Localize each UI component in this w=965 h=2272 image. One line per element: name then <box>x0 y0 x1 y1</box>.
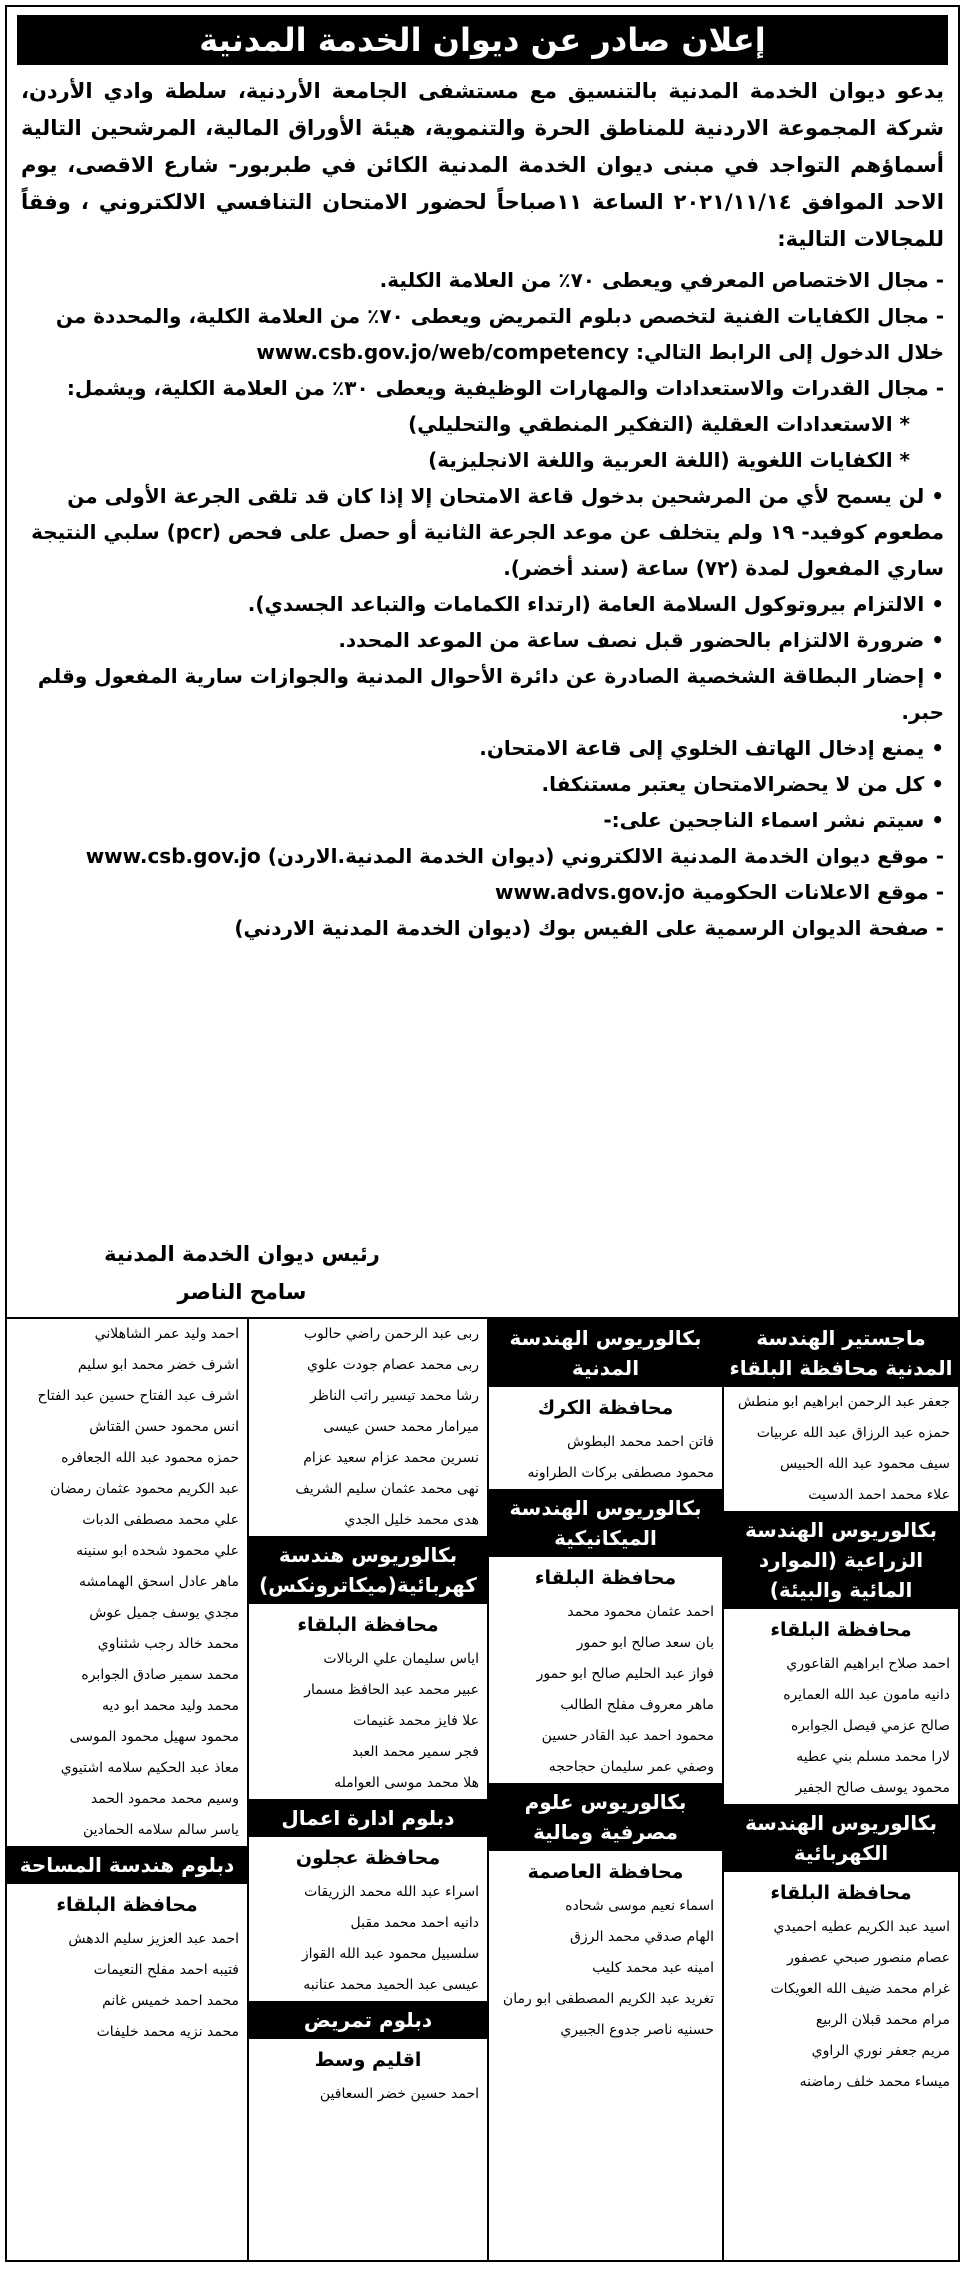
candidate-name: لارا محمد مسلم بني عطيه <box>796 1749 950 1765</box>
candidate-name: احمد وليد عمر الشاهلاني <box>94 1326 239 1342</box>
field-2 <box>21 298 944 370</box>
candidate-name: علي محمود شحده ابو سنينه <box>76 1543 239 1559</box>
section-header: بكالوريوس الهندسة الزراعية (الموارد المائية والبيئة) <box>724 1511 958 1609</box>
publish-3: - صفحة الديوان الرسمية على الفيس بوك (ديوان الخدمة المدنية الاردني) <box>234 916 944 940</box>
candidate-name: هدى محمد خليل الجدي <box>344 1512 479 1528</box>
section-header: بكالوريوس الهندسة المدنية <box>489 1319 722 1387</box>
candidate-name: فواز عبد الحليم صالح ابو حمور <box>536 1666 714 1682</box>
candidate-name: انس محمود حسن القتاش <box>89 1419 239 1435</box>
candidate-name: محمد نزيه محمد خليفات <box>96 2024 239 2040</box>
candidate-name: بان سعد صالح ابو حمور <box>576 1635 714 1651</box>
section-header: بكالوريوس علوم مصرفية ومالية <box>489 1783 722 1851</box>
section-header: ماجستير الهندسة المدنية محافظة البلقاء <box>724 1319 958 1387</box>
section-region: محافظة البلقاء <box>56 1894 198 1916</box>
column-3 <box>487 1319 722 2260</box>
candidate-name: مرام محمد قبلان الربيع <box>815 2012 950 2028</box>
candidate-name: اسماء نعيم موسى شحاده <box>565 1898 714 1914</box>
candidate-section <box>249 1319 487 1536</box>
candidate-name: عيسى عبد الحميد محمد عنانبه <box>303 1977 479 1993</box>
candidate-section <box>249 1799 487 2001</box>
section-header: دبلوم هندسة المساحة <box>7 1846 247 1884</box>
publish-2-text: - موقع الاعلانات الحكومية <box>691 880 944 904</box>
candidate-section <box>724 1319 958 1511</box>
section-region: محافظة البلقاء <box>297 1614 439 1636</box>
column-1 <box>7 1319 247 2260</box>
field-3-b: * الكفايات اللغوية (اللغة العربية واللغة الانجليزية) <box>428 448 910 472</box>
candidate-name: عصام منصور صبحي عصفور <box>786 1950 950 1966</box>
publish-2 <box>21 874 944 910</box>
candidate-name: جعفر عبد الرحمن ابراهيم ابو منطش <box>737 1394 950 1410</box>
publish-1 <box>21 838 944 874</box>
candidate-name: محمود احمد عبد القادر حسين <box>541 1728 714 1744</box>
candidate-name: معاذ عبد الحكيم سلامه اشتيوي <box>60 1760 239 1776</box>
candidate-section <box>7 1846 247 2048</box>
candidate-name: حمزه عبد الرزاق عبد الله عربيات <box>756 1425 950 1441</box>
candidate-name: اشرف عبد الفتاح حسين عبد الفتاح <box>37 1388 239 1404</box>
section-region: محافظة العاصمة <box>527 1861 684 1883</box>
rule-6: • كل من لا يحضرالامتحان يعتبر مستنكفا. <box>541 772 944 796</box>
candidate-name: محمد احمد خميس غانم <box>102 1993 239 2009</box>
candidate-name: عبير محمد عبد الحافظ مسمار <box>304 1682 479 1698</box>
candidate-name: وصفي عمر سليمان حجاحجه <box>548 1759 714 1775</box>
candidate-name: الهام صدقي محمد الرزق <box>570 1929 714 1945</box>
rule-2: • الالتزام بيروتوكول السلامة العامة (ارتداء الكمامات والتباعد الجسدي). <box>247 592 944 616</box>
announcement-body <box>7 65 958 946</box>
column-2 <box>247 1319 487 2260</box>
candidates-grid <box>7 1317 958 2260</box>
candidate-name: هلا محمد موسى العوامله <box>334 1775 479 1791</box>
candidate-name: عبد الكريم محمود عثمان رمضان <box>50 1481 239 1497</box>
candidate-name: علا فايز محمد غنيمات <box>353 1713 479 1729</box>
competency-link[interactable]: www.csb.gov.jo/web/competency <box>256 340 630 364</box>
candidate-name: وسيم محمد محمود الحمد <box>90 1791 239 1807</box>
candidate-name: ربى عبد الرحمن راضي حالوب <box>303 1326 479 1342</box>
csb-link[interactable]: www.csb.gov.jo <box>85 844 261 868</box>
candidate-section <box>489 1489 722 1783</box>
candidate-name: احمد حسين خضر السعافين <box>319 2086 479 2102</box>
rule-3: • ضرورة الالتزام بالحضور قبل نصف ساعة من الموعد المحدد. <box>338 628 944 652</box>
field-3-a: * الاستعدادات العقلية (التفكير المنطقي والتحليلي) <box>408 412 910 436</box>
candidate-name: ميساء محمد خلف رماضنه <box>799 2074 950 2090</box>
section-header: بكالوريوس الهندسة الميكانيكية <box>489 1489 722 1557</box>
candidate-name: نسرين محمد عزام سعيد عزام <box>303 1450 479 1466</box>
candidate-name: محمد خالد رجب شثناوي <box>97 1636 239 1652</box>
section-region: محافظة البلقاء <box>534 1567 677 1589</box>
candidate-section <box>249 2001 487 2110</box>
signature-title: رئيس ديوان الخدمة المدنية <box>104 1242 380 1266</box>
candidate-name: محمود مصطفى بركات الطراونه <box>527 1465 714 1481</box>
candidate-name: رشا محمد تيسير راتب الناظر <box>310 1388 479 1404</box>
announcement-title: إعلان صادر عن ديوان الخدمة المدنية <box>17 15 948 65</box>
candidate-name: دانيه احمد محمد مقبل <box>350 1915 479 1931</box>
candidate-name: احمد عبد العزيز سليم الدهش <box>68 1931 239 1947</box>
candidate-name: فتيبه احمد مفلح النعيمات <box>93 1962 239 1978</box>
column-4 <box>722 1319 958 2260</box>
candidate-name: علي محمد مصطفى الدبات <box>82 1512 239 1528</box>
candidate-section <box>724 1511 958 1804</box>
rule-4: • إحضار البطاقة الشخصية الصادرة عن دائرة الأحوال المدنية والجوازات سارية المفعول وقلم حبر. <box>37 664 944 724</box>
candidate-name: محمد وليد محمد ابو ديه <box>101 1698 239 1714</box>
section-header: بكالوريوس الهندسة الكهربائية <box>724 1804 958 1872</box>
section-region: اقليم وسط <box>314 2049 422 2071</box>
candidate-name: محمد سمير صادق الجوابره <box>81 1667 239 1683</box>
candidate-name: ماهر معروف مفلح الطالب <box>560 1697 714 1713</box>
announcement-page <box>5 5 960 2262</box>
field-3: - مجال القدرات والاستعدادات والمهارات الوظيفية ويعطى ٣٠٪ من العلامة الكلية، ويشمل: <box>66 376 944 400</box>
candidate-name: اسراء عبد الله محمد الزريقات <box>304 1884 479 1900</box>
section-region: محافظة الكرك <box>537 1397 674 1419</box>
signature-block <box>77 1235 407 1311</box>
section-region: محافظة البلقاء <box>770 1619 912 1641</box>
field-2-text: - مجال الكفايات الفنية لتخصص دبلوم التمريض ويعطى ٧٠٪ من العلامة الكلية، والمحددة من خلال الدخول إلى الرابط التالي: <box>55 304 944 364</box>
candidate-name: حمزه محمود عبد الله الجعافره <box>61 1450 239 1466</box>
candidate-name: محمود سهيل محمود الموسى <box>69 1729 239 1745</box>
candidate-name: غرام محمد ضيف الله العويكات <box>770 1981 950 1997</box>
candidate-name: ربى محمد عصام جودت علوي <box>306 1357 479 1373</box>
field-1: - مجال الاختصاص المعرفي ويعطى ٧٠٪ من العلامة الكلية. <box>379 268 944 292</box>
candidate-name: دانيه مامون عبد الله العمايره <box>783 1687 950 1703</box>
candidate-name: ميرامار محمد حسن عيسى <box>323 1419 479 1435</box>
candidate-name: صالح عزمي فيصل الجوابره <box>791 1718 950 1734</box>
publish-1-text: - موقع ديوان الخدمة المدنية الالكتروني (ديوان الخدمة المدنية.الاردن) <box>267 844 944 868</box>
candidate-name: فجر سمير محمد العبد <box>351 1744 479 1760</box>
candidate-name: محمود يوسف صالح الجفير <box>795 1780 950 1796</box>
section-header: دبلوم ادارة اعمال <box>249 1799 487 1837</box>
candidate-name: اسيد عبد الكريم عطيه احميدي <box>773 1919 950 1935</box>
candidate-name: احمد صلاح ابراهيم القاعوري <box>786 1656 950 1672</box>
candidate-section <box>7 1319 247 1846</box>
section-region: محافظة عجلون <box>295 1847 441 1869</box>
candidate-name: اياس سليمان علي الربالات <box>323 1651 479 1667</box>
rule-1: • لن يسمح لأي من المرشحين بدخول قاعة الامتحان إلا إذا كان قد تلقى الجرعة الأولى من مطعوم كوفيد- ١٩ ولم يتخلف عن موعد الجرعة الثانية أو حصل على فحص (pcr) سلبي النتيجة ساري المفعول لمدة (٧٢) ساعة (سند أخضر). <box>31 484 944 580</box>
candidate-section <box>489 1319 722 1489</box>
candidate-section <box>724 1804 958 2098</box>
section-header: دبلوم تمريض <box>249 2001 487 2039</box>
candidate-name: تغريد عبد الكريم المصطفى ابو رمان <box>502 1991 714 2007</box>
candidate-name: اشرف خضر محمد ابو سليم <box>77 1357 239 1373</box>
publish-title: • سيتم نشر اسماء الناجحين على:- <box>603 808 944 832</box>
candidate-name: ماهر عادل اسحق الهمامشه <box>78 1574 239 1590</box>
candidate-name: سلسبيل محمود عبد الله القواز <box>301 1946 479 1962</box>
candidate-name: امينه عبد محمد كليب <box>592 1960 714 1976</box>
rule-5: • يمنع إدخال الهاتف الخلوي إلى قاعة الامتحان. <box>479 736 944 760</box>
candidate-name: نهى محمد عثمان سليم الشريف <box>295 1481 479 1497</box>
advs-link[interactable]: www.advs.gov.jo <box>495 880 685 904</box>
section-header: بكالوريوس هندسة كهربائية(ميكاترونكس) <box>249 1536 487 1604</box>
candidate-name: ياسر سالم سلامه الحمادين <box>83 1822 239 1838</box>
intro-paragraph: يدعو ديوان الخدمة المدنية بالتنسيق مع مستشفى الجامعة الأردنية، سلطة وادي الأردن، شركة المجموعة الاردنية للمناطق الحرة والتنموية، هيئة الأوراق المالية، المرشحين التالية أسماؤهم التواجد في مبنى ديوان الخدمة المدنية الكائن في طبربور- شارع الاقصى، يوم الاحد الموافق ٢٠٢١/١١/١٤ الساعة ١١صباحاً لحضور الامتحان التنافسي الالكتروني ، وفقاً للمجالات التالية: <box>21 79 944 251</box>
candidate-section <box>249 1536 487 1799</box>
candidate-name: مجدي يوسف جميل عوش <box>89 1605 239 1621</box>
candidate-name: حسنيه ناصر جدوع الجبيري <box>560 2022 714 2038</box>
signature-name: سامح الناصر <box>177 1280 307 1304</box>
candidate-name: فاتن احمد محمد البطوش <box>566 1434 714 1450</box>
candidate-name: سيف محمود عبد الله الحبيس <box>779 1456 950 1472</box>
candidate-section <box>489 1783 722 2046</box>
candidate-name: احمد عثمان محمود محمد <box>567 1604 714 1620</box>
section-region: محافظة البلقاء <box>770 1882 912 1904</box>
candidate-name: علاء محمد احمد الدسيت <box>808 1487 950 1503</box>
candidate-name: مريم جعفر نوري الراوي <box>811 2043 950 2059</box>
